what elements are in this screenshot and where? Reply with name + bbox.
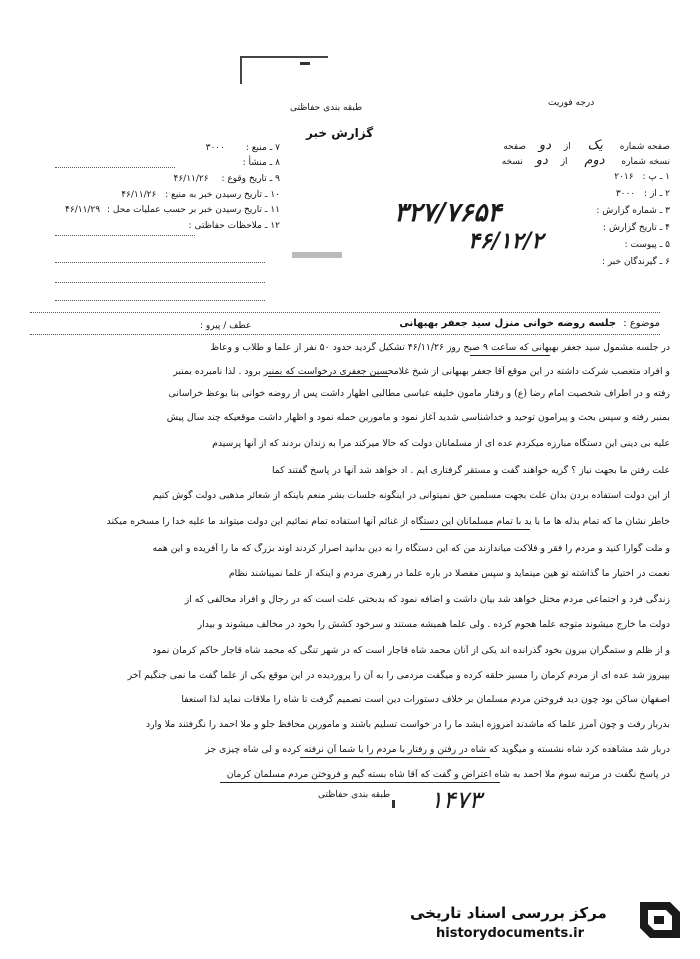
handwritten-underline	[268, 376, 388, 377]
report-title: گزارش خبر	[306, 126, 374, 140]
watermark-title: مرکز بررسی اسناد تاریخی	[410, 904, 607, 922]
body-line: و افراد متعصب شرکت داشته در این موقع آقا جعفر بهبهانی از شیخ غلامحسین جعفری درخواست که بمنبر برود . لذا نامبرده بمنبر	[173, 366, 670, 377]
body-line: زندگی فرد و اجتماعی مردم مختل خواهد شد بیان داشت و اضافه نمود که بدبختی علت است که در رجال و افراد مخالفی که از	[184, 594, 670, 605]
body-line: علت رفتن ما بجهت نیاز ؟ گریه خواهند گفت و مستقر گرفتاری ایم . اد خواهد شد آنها در پاسخ گفتند کما	[271, 465, 670, 476]
body-line: خاطر نشان ما که تمام بذله ها ما با ید با تمام مسلمانان این دستگاه از غنائم آنها استفاده تمام نمائیم این دولت میتواند ما علیه خدا را مسخره میکند	[106, 516, 670, 527]
copy-number-field: نسخه شماره دوم از دو نسخه	[501, 153, 670, 168]
watermark-url: historydocuments.ir	[436, 926, 585, 941]
field-origin: ۸ ـ منشأ :	[242, 158, 280, 168]
report-number-handwritten: ۳۲۷/۷۶۵۴	[394, 198, 502, 228]
classification-top: طبقه بندی حفاظتی	[290, 103, 363, 113]
body-line: بمنبر رفته و سپس بحث و پیرامون توحید و خداشناسی شدید آغاز نمود و مامورین حمله نمود و اظهار داشت موقعیکه چند سال پیش	[166, 412, 670, 423]
handwritten-underline	[220, 782, 500, 783]
body-line: علیه بی دینی این دستگاه مبارزه میکردم عده ای از مسلمانان دولت که حالا میرکند مرا به زندان بردند که از آنها پرسیدم	[212, 438, 670, 449]
subject-label: موضوع :	[623, 318, 660, 329]
classification-bottom: طبقه بندی حفاظتی	[318, 790, 391, 800]
field-report-number: ۳ ـ شماره گزارش :	[596, 206, 670, 216]
copy-number-handwritten: دوم	[584, 153, 605, 168]
field-attachment: ۵ ـ پیوست :	[624, 240, 670, 250]
body-line: در پاسخ نگفت در مرتبه سوم ملا احمد به شاه اعتراض و گفت که آقا شاه بسته گیم و فروختن مردم مسلمان کرمان	[226, 769, 670, 780]
body-line: دولت ما خارج میشوند متوجه علما هجوم کرده . ولی علما همیشه مستند و سرخود کشش را بخود در مخالف میشوند و بیدار	[197, 619, 670, 630]
body-line: دربار شد مشاهده کرد شاه نشسته و میگوید که شاه در رفتن و رفتار با مردم را با شما آن نرفته کرده و لی شاه چیزی جز	[205, 744, 670, 755]
field-security-notes: ۱۲ ـ ملاحظات حفاظتی :	[188, 221, 280, 231]
report-date-handwritten: ۴۶/۱۲/۲	[468, 228, 544, 254]
field-from: ۲ ـ از : ۳۰۰۰	[615, 189, 670, 199]
page-number-handwritten: یک	[587, 138, 603, 153]
page-number-field: صفحه شماره یک از دو صفحه	[503, 138, 670, 153]
archive-logo-icon	[634, 896, 686, 944]
body-line: نعمت در اختیار ما گذاشته تو هین مینماید و سپس مفصلا در باره علما در رهبری مردم و اینکه از علما نمیباشند نظام	[228, 568, 670, 579]
handwritten-underline	[300, 757, 490, 758]
body-line: بپیروز شد عده ای از مردم کرمان را مسیر حلقه کرده و میگفت مردمی را به آن را پروردیده در این موقع یکی از علما گفت ما نمی جنگیم آخر	[127, 670, 670, 681]
field-recipients: ۶ ـ گیرندگان خبر :	[601, 257, 670, 267]
body-line: رفته و در اطراف شخصیت امام رضا (ع) و رفتار مامون خلیفه عباسی مطالبی اظهار داشت پس از روضه خوانی بنا بوعظ خراسانی	[168, 388, 670, 399]
body-line: بدربار رفت و چون آمرز علما که ماشدند امروزه ایشد ما را در خواست تسلیم باشند و مامورین محافظ جلو و ملا احمد را نگرفتند ملا وارد	[146, 719, 670, 730]
footer-handwritten-number: ۱۴۷۳	[430, 786, 482, 814]
priority-label: درجه فوریت	[548, 98, 595, 108]
atf-label: عطف / پیرو :	[200, 321, 252, 331]
body-line: و از ظلم و ستمگران بیرون بخود گذرانده اند یکی از آنان محمد شاه قاجار است که در شهر تنگی که محمد شاه قاجار حاکم کرمان نمود	[152, 645, 670, 656]
scan-speck	[392, 800, 395, 808]
field-ops-date: ۱۱ ـ تاریخ رسیدن خبر بر حسب عملیات محل : ۴۶/۱۱/۲۹	[65, 205, 280, 215]
field-p: ۱ ـ پ : ۲۰۱۶	[614, 172, 670, 182]
field-source: ۷ ـ منبع : ۳۰۰۰	[205, 143, 280, 153]
body-line: و ملت گوارا کنید و مردم را فقر و فلاکت میاندازند من که این دستگاه را به دین بدانید اصرار کردند اوند بزرگ که ما را آفریده و این همه	[152, 543, 670, 554]
body-line: اصفهان ساکن بود چون دید فروختن مردم مسلمان بر خلاف دستورات دین است تصمیم گرفت تا شاه را ملاقات نماید لذا استعفا	[181, 694, 670, 705]
subject-text: جلسه روضه خوانی منزل سید جعفر بهبهانی	[399, 318, 617, 329]
field-occurrence-date: ۹ ـ تاریخ وقوع : ۴۶/۱۱/۲۶	[173, 174, 280, 184]
body-line: از این دولت استفاده بردن بدان علت بجهت مسلمین حق نمیتوانی در اینگونه جلسات بشر منعم باینکه از شعائر مذهبی دولت گوش کنیم	[152, 490, 670, 501]
handwritten-underline	[420, 529, 530, 530]
field-report-date: ۴ ـ تاریخ گزارش :	[603, 223, 670, 233]
body-line: در جلسه مشمول سید جعفر بهبهانی که ساعت ۹ صبح روز ۴۶/۱۱/۲۶ تشکیل گردید حدود ۵۰ نفر از علما و طلاب و وعاظ	[210, 342, 670, 353]
handwritten-underline	[470, 355, 550, 356]
field-receipt-date: ۱۰ ـ تاریخ رسیدن خبر به منبع : ۴۶/۱۱/۲۶	[121, 190, 280, 200]
